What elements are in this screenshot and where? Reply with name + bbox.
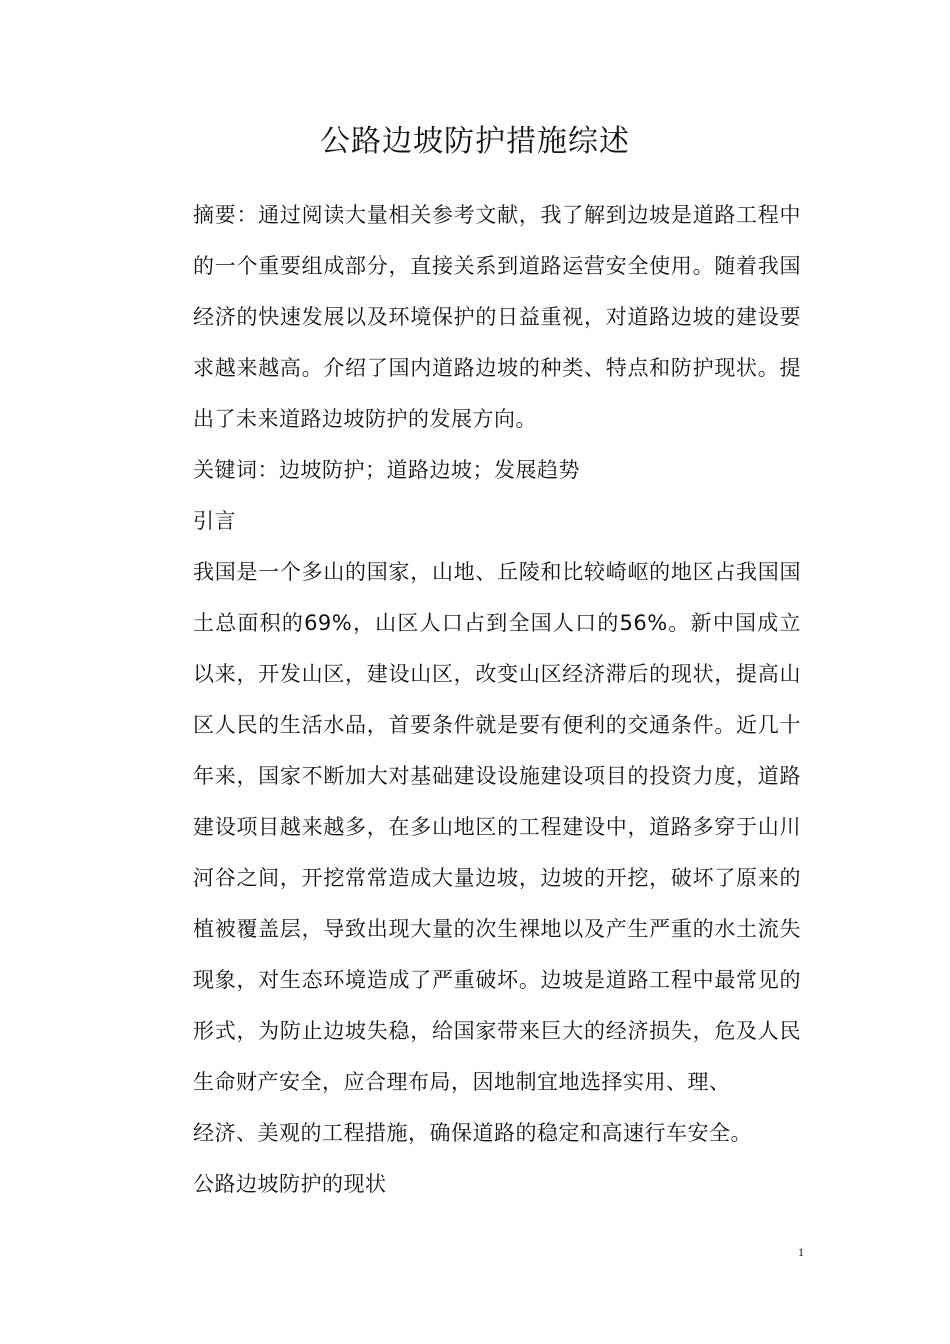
section-heading-current-status: 公路边坡防护的现状 — [193, 1172, 387, 1196]
introduction-continuation-paragraph: 经济、美观的工程措施，确保道路的稳定和高速行车安全。 — [193, 1121, 752, 1145]
page-number: 1 — [798, 1245, 804, 1259]
introduction-paragraph: 我国是一个多山的国家，山地、丘陵和比较崎岖的地区占我国国土总面积的69%，山区人口占到全国人口的56%。新中国成立以来，开发山区，建设山区，改变山区经济滞后的现状，提高山区人民的生活水品，首要条件就是要有便利的交通条件。近几十年来，国家不断加大对基础建设设施建设项目的投资力度，道路建设项目越来越多，在多山地区的工程建设中，道路多穿于山川河谷之间，开挖常常造成大量边坡，边坡的开挖，破坏了原来的植被覆盖层，导致出现大量的次生裸地以及产生严重的水土流失现象，对生态环境造成了严重破坏。边坡是道路工程中最常见的形式，为防止边坡失稳，给国家带来巨大的经济损失，危及人民生命财产安全，应合理布局，因地制宜地选择实用、理、 — [193, 560, 801, 1094]
abstract-paragraph: 摘要：通过阅读大量相关参考文献，我了解到边坡是道路工程中的一个重要组成部分，直接关系到道路运营安全使用。随着我国经济的快速发展以及环境保护的日益重视，对道路边坡的建设要求越来越高。介绍了国内道路边坡的种类、特点和防护现状。提出了未来道路边坡防护的发展方向。 — [193, 203, 801, 431]
document-body — [149, 190, 801, 1210]
section-heading-introduction: 引言 — [193, 509, 236, 533]
document-title: 公路边坡防护措施综述 — [320, 124, 630, 159]
keywords-paragraph: 关键词：边坡防护；道路边坡；发展趋势 — [193, 458, 580, 482]
